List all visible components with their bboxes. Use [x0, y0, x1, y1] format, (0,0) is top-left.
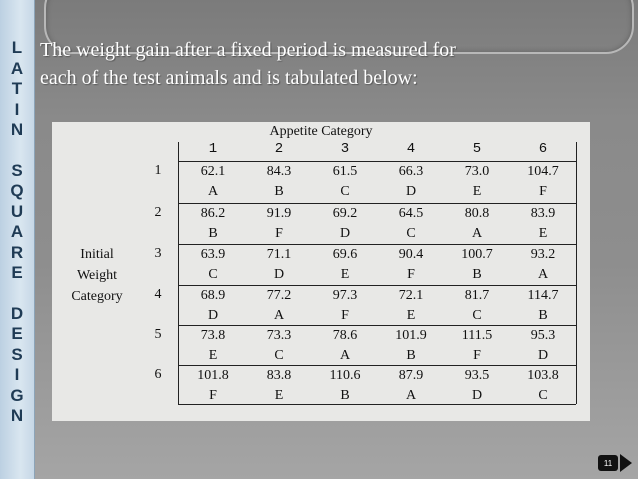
cell-value: 91.9 — [266, 206, 292, 221]
cell-value: 86.2 — [200, 206, 226, 221]
table-cell — [444, 204, 510, 244]
cell-value: 93.2 — [530, 247, 556, 262]
table-cell — [180, 204, 246, 244]
cell-treatment-letter: C — [340, 184, 350, 199]
cell-value: 64.5 — [398, 206, 424, 221]
table-cell — [246, 204, 312, 244]
cell-treatment-letter: A — [273, 308, 285, 323]
table-cell — [510, 326, 576, 366]
table-cell — [312, 162, 378, 202]
cell-treatment-letter: F — [539, 184, 547, 199]
table-cell — [444, 326, 510, 366]
cell-treatment-letter: E — [406, 308, 416, 323]
cell-treatment-letter: F — [407, 267, 415, 282]
cell-treatment-letter: E — [340, 267, 350, 282]
cell-value: 97.3 — [332, 288, 358, 303]
table-cell — [180, 162, 246, 202]
cell-treatment-letter: A — [405, 388, 417, 403]
cell-treatment-letter: B — [406, 348, 416, 363]
cell-treatment-letter: D — [207, 308, 219, 323]
cell-value: 73.3 — [266, 328, 292, 343]
cell-treatment-letter: D — [471, 388, 483, 403]
cell-treatment-letter: C — [274, 348, 284, 363]
column-header-4: 4 — [406, 141, 416, 157]
table-cell — [444, 286, 510, 326]
cell-treatment-letter: D — [339, 226, 351, 241]
table-cell — [180, 366, 246, 406]
cell-treatment-letter: D — [405, 184, 417, 199]
table-cell — [444, 162, 510, 202]
cell-value: 93.5 — [464, 368, 490, 383]
cell-value: 81.7 — [464, 288, 490, 303]
cell-value: 61.5 — [332, 164, 358, 179]
cell-treatment-letter: E — [538, 226, 548, 241]
cell-value: 69.2 — [332, 206, 358, 221]
cell-treatment-letter: F — [275, 226, 283, 241]
side-title-letter: I — [14, 99, 20, 119]
slide-heading — [40, 36, 600, 92]
column-header-1: 1 — [208, 141, 218, 157]
cell-value: 101.9 — [395, 328, 427, 343]
cell-treatment-letter: B — [208, 226, 218, 241]
cell-treatment-letter: C — [472, 308, 482, 323]
table-cell — [246, 326, 312, 366]
table-cell — [378, 245, 444, 285]
cell-value: 111.5 — [461, 328, 493, 343]
table-cell — [510, 204, 576, 244]
table-cell — [246, 366, 312, 406]
cell-treatment-letter: A — [537, 267, 549, 282]
row-number: 5 — [154, 327, 162, 342]
cell-treatment-letter: D — [537, 348, 549, 363]
side-title-letter: N — [10, 406, 24, 425]
cell-treatment-letter: C — [538, 388, 548, 403]
cell-treatment-letter: F — [209, 388, 217, 403]
cell-value: 77.2 — [266, 288, 292, 303]
column-header-2: 2 — [274, 141, 284, 157]
table-cell — [444, 366, 510, 406]
cell-treatment-letter: E — [274, 388, 284, 403]
next-slide-arrow-icon[interactable] — [620, 454, 632, 472]
cell-treatment-letter: A — [471, 226, 483, 241]
row-label-line-3: Category — [71, 289, 123, 304]
table-cell — [312, 366, 378, 406]
cell-value: 100.7 — [461, 247, 493, 262]
cell-value: 103.8 — [527, 368, 559, 383]
side-title-letter: E — [11, 324, 23, 343]
side-title-letter: U — [10, 201, 24, 221]
row-number: 3 — [154, 246, 162, 261]
cell-value: 101.8 — [197, 368, 229, 383]
table-cell — [180, 286, 246, 326]
table-cell — [510, 286, 576, 326]
cell-value: 83.9 — [530, 206, 556, 221]
heading-line-2: each of the test animals and is tabulated below: — [40, 67, 418, 89]
cell-treatment-letter: A — [339, 348, 351, 363]
cell-value: 71.1 — [266, 247, 292, 262]
cell-value: 95.3 — [530, 328, 556, 343]
table-cell — [180, 245, 246, 285]
table-cell — [312, 204, 378, 244]
heading-line-1: The weight gain after a fixed period is measured for — [40, 39, 456, 61]
cell-value: 104.7 — [527, 164, 559, 179]
cell-value: 66.3 — [398, 164, 424, 179]
side-title-letter: T — [11, 79, 23, 98]
row-label-line-1: Initial — [80, 247, 114, 262]
cell-treatment-letter: B — [538, 308, 548, 323]
cell-value: 72.1 — [398, 288, 424, 303]
side-title — [0, 38, 34, 427]
cell-value: 87.9 — [398, 368, 424, 383]
table-cell — [510, 162, 576, 202]
cell-treatment-letter: C — [406, 226, 416, 241]
cell-value: 114.7 — [527, 288, 559, 303]
row-group-label — [60, 244, 134, 307]
table-cell — [312, 286, 378, 326]
cell-treatment-letter: A — [207, 184, 219, 199]
cell-value: 90.4 — [398, 247, 424, 262]
table-cell — [312, 245, 378, 285]
cell-value: 110.6 — [329, 368, 361, 383]
cell-value: 68.9 — [200, 288, 226, 303]
column-header-3: 3 — [340, 141, 350, 157]
table-cell — [378, 204, 444, 244]
page-number: 11 — [598, 455, 618, 471]
cell-treatment-letter: E — [208, 348, 218, 363]
cell-value: 73.8 — [200, 328, 226, 343]
table-cell — [378, 326, 444, 366]
cell-value: 83.8 — [266, 368, 292, 383]
side-title-letter: E — [11, 263, 23, 282]
table-cell — [246, 245, 312, 285]
cell-treatment-letter: B — [472, 267, 482, 282]
table-cell — [444, 245, 510, 285]
column-header-5: 5 — [472, 141, 482, 157]
side-title-letter: L — [11, 38, 23, 57]
table-border — [576, 142, 577, 404]
side-title-letter: D — [10, 303, 24, 323]
side-title-letter: G — [10, 385, 24, 405]
cell-value: 63.9 — [200, 247, 226, 262]
cell-value: 78.6 — [332, 328, 358, 343]
side-title-letter: I — [14, 365, 20, 384]
cell-treatment-letter: F — [473, 348, 481, 363]
side-title-letter: A — [10, 58, 24, 78]
table-cell — [180, 326, 246, 366]
cell-treatment-letter: C — [208, 267, 218, 282]
table-cell — [312, 326, 378, 366]
cell-value: 80.8 — [464, 206, 490, 221]
cell-treatment-letter: E — [472, 184, 482, 199]
row-label-line-2: Weight — [76, 268, 118, 283]
table-cell — [246, 162, 312, 202]
side-title-letter: A — [10, 222, 24, 241]
table-cell — [510, 366, 576, 406]
row-number: 6 — [154, 367, 162, 382]
cell-treatment-letter: B — [340, 388, 350, 403]
cell-treatment-letter: F — [341, 308, 349, 323]
side-title-letter: S — [11, 160, 23, 180]
side-title-letter: R — [10, 242, 24, 262]
table-cell — [378, 366, 444, 406]
side-title-letter: S — [11, 344, 23, 364]
table-cell — [246, 286, 312, 326]
cell-value: 62.1 — [200, 164, 226, 179]
column-header-6: 6 — [538, 141, 548, 157]
row-number: 1 — [154, 163, 162, 178]
side-title-letter: Q — [10, 181, 24, 200]
cell-treatment-letter: B — [274, 184, 284, 199]
cell-value: 73.0 — [464, 164, 490, 179]
row-number: 2 — [154, 205, 162, 220]
table-cell — [510, 245, 576, 285]
cell-value: 84.3 — [266, 164, 292, 179]
cell-value: 69.6 — [332, 247, 358, 262]
table-border — [178, 142, 179, 404]
column-group-header: Appetite Category — [269, 124, 373, 139]
table-cell — [378, 162, 444, 202]
row-number: 4 — [154, 287, 162, 302]
cell-treatment-letter: D — [273, 267, 285, 282]
table-cell — [378, 286, 444, 326]
side-title-letter: N — [10, 120, 24, 139]
